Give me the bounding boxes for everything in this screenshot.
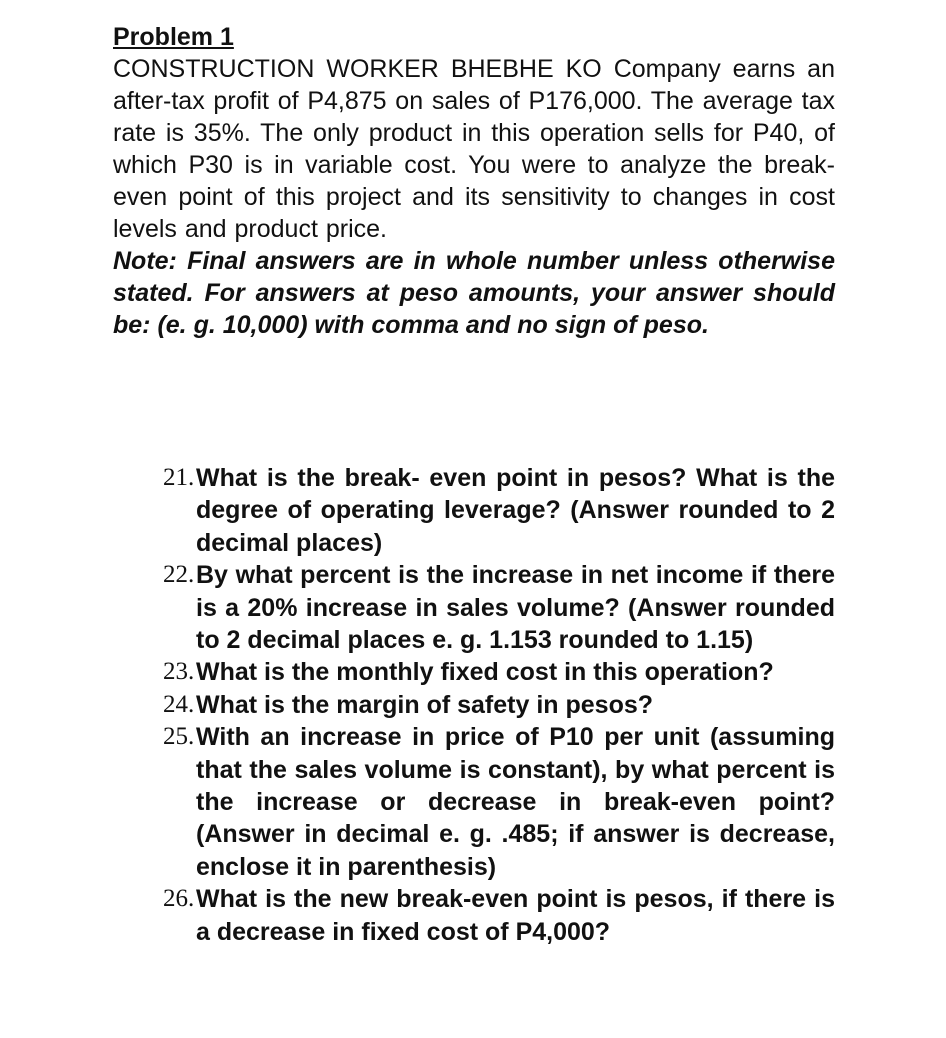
question-text: What is the monthly fixed cost in this operation? bbox=[196, 658, 774, 687]
question-number: 23. bbox=[163, 658, 195, 686]
question-item bbox=[163, 656, 835, 688]
question-item bbox=[163, 883, 835, 948]
question-item bbox=[163, 721, 835, 883]
problem-paragraph: CONSTRUCTION WORKER BHEBHE KO Company earns an after-tax profit of P4,875 on sales of P176,000. The average tax rate is 35%. The only product in this operation sells for P40, of which P30 is in variable cost. You were to analyze the break-even point of this project and its sensitivity to changes in cost levels and product price. bbox=[113, 55, 835, 243]
question-number: 22. bbox=[163, 561, 195, 589]
question-item bbox=[163, 462, 835, 559]
answer-format-note: Note: Final answers are in whole number unless otherwise stated. For answers at peso amounts, your answer should be: (e. g. 10,000) with comma and no sign of peso. bbox=[113, 247, 835, 339]
problem-section bbox=[113, 22, 835, 341]
problem-title: Problem 1 bbox=[113, 23, 234, 51]
question-text: What is the break- even point in pesos? What is the degree of operating leverage? (Answer rounded to 2 decimal places) bbox=[196, 464, 835, 557]
question-number: 21. bbox=[163, 464, 195, 491]
question-text: With an increase in price of P10 per unit (assuming that the sales volume is constant), by what percent is the increase or decrease in break-even point? (Answer in decimal e. g. .485; if answer is decrease, enclose it in parenthesis) bbox=[196, 723, 835, 881]
question-number: 26. bbox=[163, 885, 195, 913]
question-item bbox=[163, 559, 835, 656]
question-item bbox=[163, 689, 835, 721]
question-text: By what percent is the increase in net income if there is a 20% increase in sales volume? (Answer rounded to 2 decimal places e. g. 1.153 rounded to 1.15) bbox=[196, 561, 835, 655]
question-list bbox=[163, 462, 835, 948]
question-text: What is the new break-even point is pesos, if there is a decrease in fixed cost of P4,000? bbox=[196, 885, 835, 946]
question-text: What is the margin of safety in pesos? bbox=[196, 690, 654, 719]
question-number: 24. bbox=[163, 690, 195, 718]
question-number: 25. bbox=[163, 723, 195, 751]
